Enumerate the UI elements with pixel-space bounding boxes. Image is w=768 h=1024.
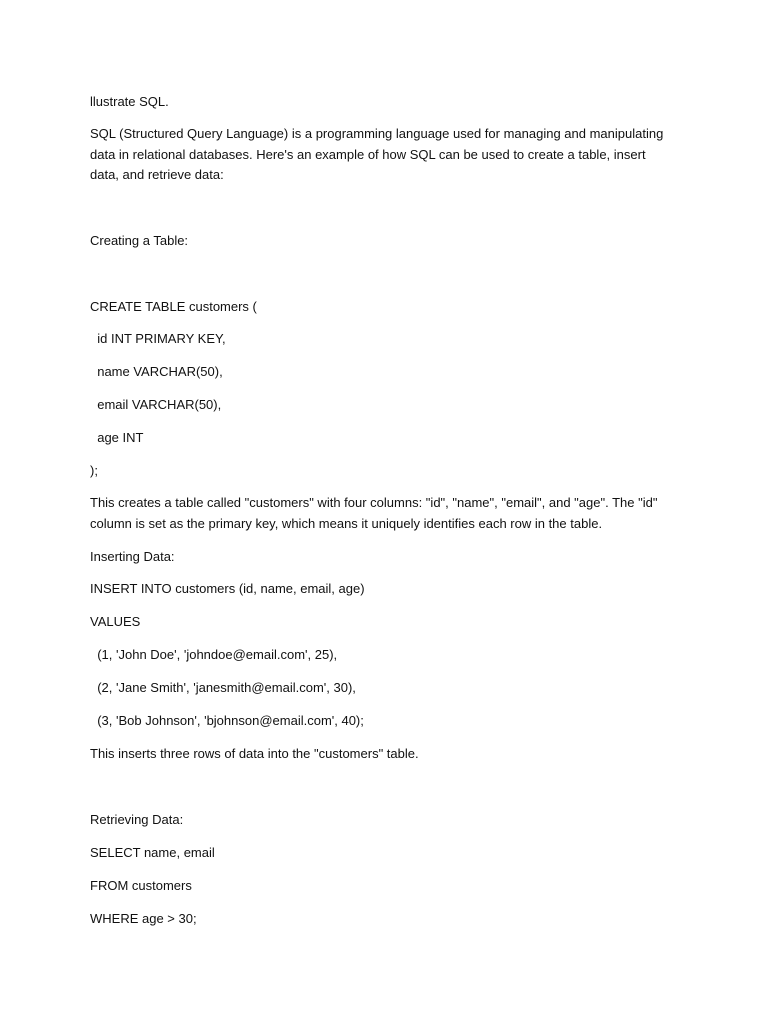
document-heading: llustrate SQL. <box>90 94 169 109</box>
code-line: (2, 'Jane Smith', 'janesmith@email.com', 30), <box>90 680 356 695</box>
section-heading-insert: Inserting Data: <box>90 549 175 564</box>
code-line: name VARCHAR(50), <box>90 364 223 379</box>
code-line: CREATE TABLE customers ( <box>90 299 257 314</box>
intro-paragraph: SQL (Structured Query Language) is a programming language used for managing and manipulating data in relational databases. Here's an example of how SQL can be used to create a table, insert data, and retrieve data: <box>90 126 664 182</box>
code-line: WHERE age > 30; <box>90 911 197 926</box>
code-line: SELECT name, email <box>90 845 215 860</box>
code-line: VALUES <box>90 614 141 629</box>
code-line: INSERT INTO customers (id, name, email, age) <box>90 581 365 596</box>
code-line: age INT <box>90 430 144 445</box>
code-line: (3, 'Bob Johnson', 'bjohnson@email.com', 40); <box>90 713 364 728</box>
code-line: ); <box>90 463 98 478</box>
code-line: email VARCHAR(50), <box>90 397 222 412</box>
code-line: id INT PRIMARY KEY, <box>90 331 226 346</box>
insert-explanation-paragraph: This inserts three rows of data into the "customers" table. <box>90 746 419 761</box>
code-line: FROM customers <box>90 878 192 893</box>
section-heading-retrieve: Retrieving Data: <box>90 812 184 827</box>
section-heading-create: Creating a Table: <box>90 233 189 248</box>
code-line: (1, 'John Doe', 'johndoe@email.com', 25), <box>90 647 338 662</box>
create-explanation-paragraph: This creates a table called "customers" with four columns: "id", "name", "email", and "age". The "id" column is set as the primary key, which means it uniquely identifies each row in the table. <box>90 495 658 531</box>
